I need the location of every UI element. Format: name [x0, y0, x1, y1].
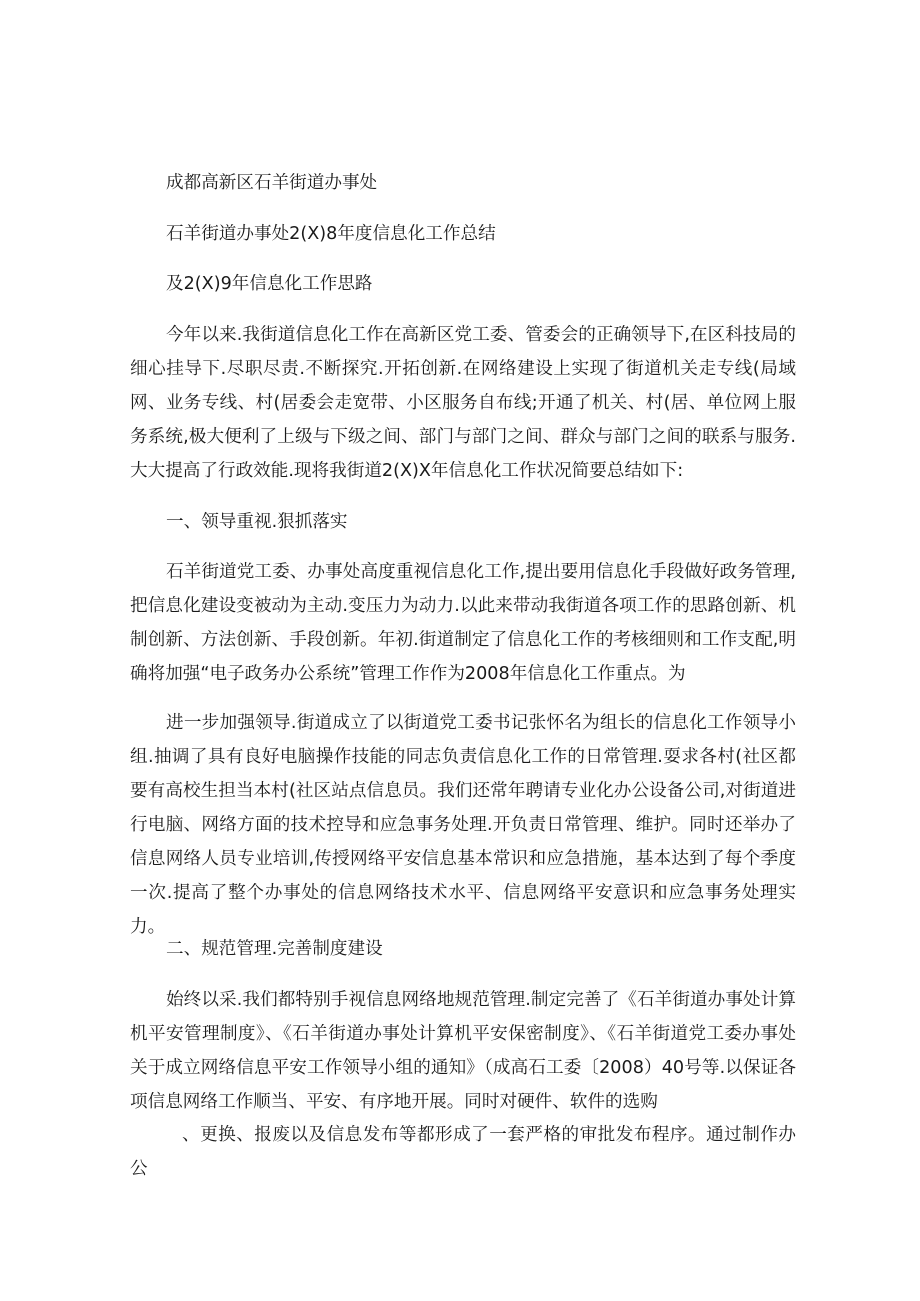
- org-name: 成都高新区石羊街道办事处: [166, 173, 378, 193]
- section1-paragraph-1: 石羊街道党工委、办事处高度重视信息化工作,提出要用信息化手段做好政务管理,把信息化建设变被动为主动.变压力为动力.以此来带动我街道各项工作的思路创新、机制创新、方法创新、手段创新。年初.街道制定了信息化工作的考核细则和工作支配,明确将加强“电子政务办公系统”管理工作作为2008年信息化工作重点。为: [130, 562, 796, 684]
- section1-heading: 一、领导重视.狠抓落实: [166, 512, 348, 532]
- section2-paragraph-1: 始终以采.我们都特别手视信息网络地规范管理.制定完善了《石羊街道办事处计算机平安管理制度》、《石羊街道办事处计算机平安保密制度》、《石羊街道党工委办事处关于成立网络信息平安工作领导小组的通知》（成高石工委〔2008）40号等.以保证各项信息网络工作顺当、平安、有序地开展。同时对硬件、软件的选购: [130, 990, 796, 1112]
- section1-paragraph-2: 进一步加强领导.街道成立了以街道党工委书记张怀名为组长的信息化工作领导小组.抽调了具有良好电脑操作技能的同志负责信息化工作的日常管理.耍求各村(社区都要有高校生担当本村(社区站点信息员。我们还常年聘请专业化办公设备公司,对街道进行电脑、网络方面的技术控导和应急事务处理.开负责日常管理、维护。同时还举办了信息网络人员专业培训,传授网络平安信息基本常识和应急措施，基本达到了每个季度一次.提高了整个办事处的信息网络技术水平、信息网络平安意识和应急事务处理实力。: [130, 713, 796, 937]
- section2-paragraph-2: 、更换、报废以及信息发布等都形成了一套严格的审批发布程序。通过制作办公: [130, 1125, 796, 1179]
- section2-heading: 二、规范管理.完善制度建设: [166, 939, 383, 959]
- intro-paragraph: 今年以来.我街道信息化工作在高新区党工委、管委会的正确领导下,在区科技局的细心挂导下.尽职尽责.不断探究.开拓创新.在网络建设上实现了街道机关走专线(局域网、业务专线、村(居委会走宽带、小区服务自布线;开通了机关、村(居、单位网上服务系统,极大便利了上级与下级之间、部门与部门之间、群众与部门之间的联系与服务.大大提高了行政效能.现将我街道2(X)X年信息化工作状况简要总结如下:: [130, 325, 796, 481]
- document-title: 石羊街道办事处2(X)8年度信息化工作总结: [166, 224, 496, 244]
- document-subtitle: 及2(X)9年信息化工作思路: [166, 274, 373, 294]
